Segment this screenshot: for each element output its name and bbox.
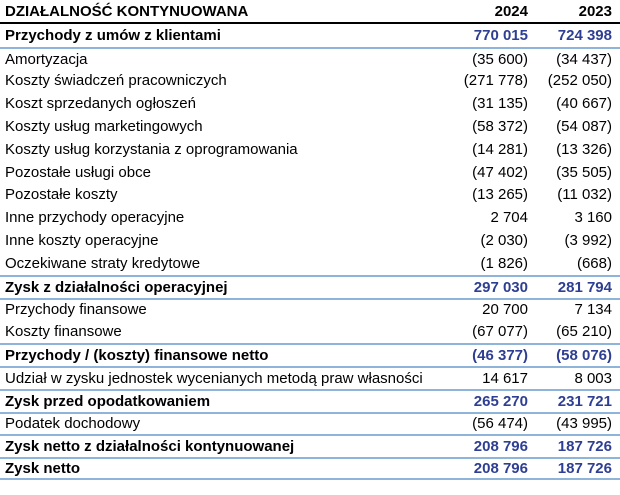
row-label: Koszty usług marketingowych bbox=[5, 118, 203, 136]
table-row bbox=[0, 298, 620, 321]
row-value-2023: (54 087) bbox=[556, 118, 612, 136]
row-value-2023: 187 726 bbox=[557, 438, 612, 456]
row-label: Zysk przed opodatkowaniem bbox=[5, 392, 211, 410]
row-value-2024: (47 402) bbox=[472, 163, 528, 181]
row-value-2023: (3 992) bbox=[564, 232, 612, 250]
table-row bbox=[0, 457, 620, 480]
row-value-2023: (43 995) bbox=[556, 415, 612, 433]
row-value-2024: (13 265) bbox=[472, 186, 528, 204]
table-row bbox=[0, 115, 620, 138]
table-row bbox=[0, 24, 620, 47]
row-label: Zysk z działalności operacyjnej bbox=[5, 278, 228, 296]
column-header-2024: 2024 bbox=[494, 2, 528, 20]
row-value-2023: (35 505) bbox=[556, 163, 612, 181]
row-value-2024: 297 030 bbox=[473, 278, 528, 296]
table-header bbox=[0, 0, 620, 24]
table-title: DZIAŁALNOŚĆ KONTYNUOWANA bbox=[5, 2, 249, 20]
row-value-2024: 14 617 bbox=[482, 369, 528, 387]
row-value-2024: (14 281) bbox=[472, 140, 528, 158]
row-label: Przychody z umów z klientami bbox=[5, 26, 221, 44]
row-value-2024: (31 135) bbox=[472, 95, 528, 113]
row-value-2023: (34 437) bbox=[556, 50, 612, 68]
row-value-2024: (56 474) bbox=[472, 415, 528, 433]
row-value-2023: 7 134 bbox=[574, 301, 612, 319]
table-row bbox=[0, 320, 620, 343]
row-value-2024: (46 377) bbox=[472, 347, 528, 365]
row-label: Pozostałe koszty bbox=[5, 186, 118, 204]
row-label: Zysk netto z działalności kontynuowanej bbox=[5, 438, 295, 456]
row-value-2023: (65 210) bbox=[556, 323, 612, 341]
row-value-2024: 2 704 bbox=[490, 209, 528, 227]
row-value-2023: 231 721 bbox=[557, 392, 612, 410]
row-value-2024: (271 778) bbox=[463, 72, 528, 90]
row-value-2023: (668) bbox=[576, 254, 612, 272]
table-row bbox=[0, 161, 620, 184]
row-label: Przychody / (koszty) finansowe netto bbox=[5, 347, 269, 365]
table-row bbox=[0, 434, 620, 457]
row-value-2024: 265 270 bbox=[473, 392, 528, 410]
table-row bbox=[0, 389, 620, 412]
table-row bbox=[0, 184, 620, 207]
table-row bbox=[0, 412, 620, 435]
row-label: Inne przychody operacyjne bbox=[5, 209, 185, 227]
row-value-2023: 3 160 bbox=[574, 209, 612, 227]
row-value-2023: (58 076) bbox=[556, 347, 612, 365]
row-label: Podatek dochodowy bbox=[5, 415, 141, 433]
table-row bbox=[0, 229, 620, 252]
row-label: Koszty świadczeń pracowniczych bbox=[5, 72, 227, 90]
row-value-2024: (35 600) bbox=[472, 50, 528, 68]
row-value-2023: 281 794 bbox=[557, 278, 612, 296]
column-header-2023: 2023 bbox=[578, 2, 612, 20]
table-row bbox=[0, 138, 620, 161]
table-row bbox=[0, 366, 620, 389]
row-value-2023: 724 398 bbox=[557, 26, 612, 44]
row-value-2023: (40 667) bbox=[556, 95, 612, 113]
row-value-2024: 208 796 bbox=[473, 460, 528, 478]
row-label: Koszty finansowe bbox=[5, 323, 122, 341]
table-row bbox=[0, 206, 620, 229]
row-label: Amortyzacja bbox=[5, 50, 88, 68]
row-value-2024: 208 796 bbox=[473, 438, 528, 456]
row-value-2024: (2 030) bbox=[480, 232, 528, 250]
row-label: Inne koszty operacyjne bbox=[5, 232, 159, 250]
row-value-2024: 770 015 bbox=[473, 26, 528, 44]
table-row bbox=[0, 275, 620, 298]
row-value-2023: 187 726 bbox=[557, 460, 612, 478]
row-value-2023: (13 326) bbox=[556, 140, 612, 158]
row-label: Pozostałe usługi obce bbox=[5, 163, 151, 181]
table-row bbox=[0, 92, 620, 115]
table-row bbox=[0, 343, 620, 366]
table-row bbox=[0, 252, 620, 275]
row-label: Koszty usług korzystania z oprogramowania bbox=[5, 140, 298, 158]
row-value-2024: (1 826) bbox=[480, 254, 528, 272]
row-label: Oczekiwane straty kredytowe bbox=[5, 254, 201, 272]
row-value-2024: (67 077) bbox=[472, 323, 528, 341]
table-row bbox=[0, 47, 620, 70]
row-label: Zysk netto bbox=[5, 460, 81, 478]
row-label: Przychody finansowe bbox=[5, 301, 147, 319]
row-value-2023: (11 032) bbox=[557, 186, 612, 204]
row-value-2023: 8 003 bbox=[574, 369, 612, 387]
row-value-2024: (58 372) bbox=[472, 118, 528, 136]
row-value-2024: 20 700 bbox=[482, 301, 528, 319]
table-row bbox=[0, 70, 620, 93]
row-value-2023: (252 050) bbox=[547, 72, 612, 90]
row-label: Koszt sprzedanych ogłoszeń bbox=[5, 95, 196, 113]
row-label: Udział w zysku jednostek wycenianych metodą praw własności bbox=[5, 369, 423, 387]
